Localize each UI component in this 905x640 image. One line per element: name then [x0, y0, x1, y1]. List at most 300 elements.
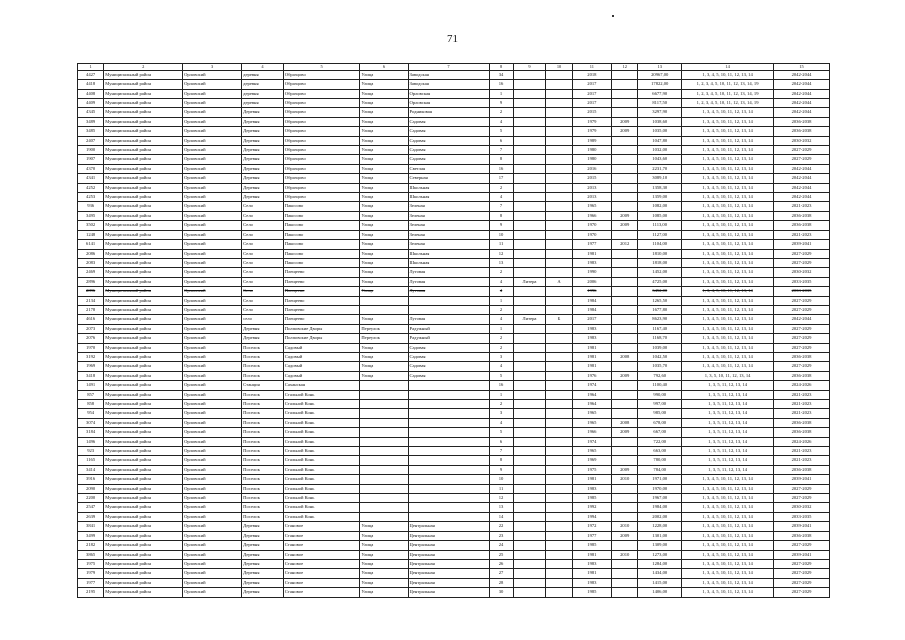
cell-record-id: 2195: [78, 588, 104, 597]
cell-street-name: [408, 494, 489, 503]
cell-repair-types: 1, 3, 4, 5, 10, 11, 12, 13, 14: [682, 183, 774, 192]
cell-building-letter: [546, 296, 572, 305]
cell-building-type: Литера: [513, 315, 546, 324]
cell-district-type: Муниципальный район: [104, 108, 183, 117]
cell-build-year: 1965: [572, 418, 611, 427]
cell-record-id: 4418: [78, 80, 104, 89]
cell-building-type: [513, 211, 546, 220]
cell-district-name: Орловский: [183, 89, 242, 98]
cell-renovation-year: [612, 578, 638, 587]
cell-record-id: 4252: [78, 183, 104, 192]
cell-district-name: Орловский: [183, 334, 242, 343]
cell-locality-type: Село: [242, 202, 284, 211]
cell-building-letter: [546, 80, 572, 89]
cell-build-year: 2015: [572, 108, 611, 117]
cell-house-number: 22: [489, 522, 513, 531]
cell-district-type: Муниципальный район: [104, 456, 183, 465]
cell-street-name: Школьная: [408, 183, 489, 192]
cell-repair-period: 2027-2029: [774, 155, 830, 164]
cell-district-name: Орловский: [183, 80, 242, 89]
cell-street-type: Улица: [360, 70, 408, 79]
cell-locality-name: Становое: [283, 588, 360, 597]
cell-house-number: 9: [489, 99, 513, 108]
cell-house-number: 23: [489, 531, 513, 540]
cell-street-name: [408, 456, 489, 465]
cell-locality-name: Плещеево: [283, 305, 360, 314]
table-row: [78, 277, 830, 286]
cell-repair-period: 2027-2029: [774, 484, 830, 493]
cell-street-type: [360, 503, 408, 512]
cell-repair-period: 2036-2038: [774, 371, 830, 380]
cell-locality-type: село: [242, 315, 284, 324]
cell-street-type: Улица: [360, 136, 408, 145]
cell-building-letter: [546, 409, 572, 418]
cell-street-name: [408, 503, 489, 512]
cell-repair-types: 1, 3, 4, 5, 10, 11, 12, 13, 14: [682, 240, 774, 249]
cell-locality-name: Стальной Конь: [283, 400, 360, 409]
cell-repair-period: 2036-2038: [774, 531, 830, 540]
table-row: [78, 202, 830, 211]
cell-building-letter: [546, 494, 572, 503]
cell-locality-name: Стальной Конь: [283, 437, 360, 446]
cell-locality-name: Плещеево: [283, 296, 360, 305]
cell-street-type: [360, 475, 408, 484]
cell-repair-period: 2027-2029: [774, 296, 830, 305]
cell-district-type: Муниципальный район: [104, 550, 183, 559]
cell-repair-types: 1, 3, 4, 5, 10, 11, 12, 13, 14: [682, 296, 774, 305]
cell-repair-period: 2027-2029: [774, 494, 830, 503]
cell-renovation-year: 2010: [612, 522, 638, 531]
cell-building-type: [513, 447, 546, 456]
cell-street-name: [408, 512, 489, 521]
cell-building-letter: [546, 390, 572, 399]
cell-record-id: 2469: [78, 268, 104, 277]
cell-repair-types: 1, 3, 5, 10, 11, 12, 13, 14: [682, 371, 774, 380]
cell-repair-period: 2021-2023: [774, 400, 830, 409]
cell-street-type: [360, 437, 408, 446]
cell-building-type: [513, 164, 546, 173]
cell-repair-period: 2042-2044: [774, 164, 830, 173]
cell-renovation-year: [612, 258, 638, 267]
cell-district-type: Муниципальный район: [104, 277, 183, 286]
table-row: [78, 456, 830, 465]
cell-street-name: Садовая: [408, 362, 489, 371]
cell-renovation-year: [612, 409, 638, 418]
cell-renovation-year: [612, 277, 638, 286]
cell-record-id: 4616: [78, 315, 104, 324]
cell-building-letter: А: [546, 277, 572, 286]
cell-build-year: 1981: [572, 249, 611, 258]
cell-house-number: 13: [489, 258, 513, 267]
cell-area: 985,00: [638, 409, 682, 418]
cell-area: 1085,00: [638, 211, 682, 220]
cell-record-id: 936: [78, 202, 104, 211]
cell-area: 990,00: [638, 390, 682, 399]
table-row: [78, 541, 830, 550]
cell-locality-name: Становое: [283, 559, 360, 568]
cell-district-type: Муниципальный район: [104, 409, 183, 418]
cell-area: 1082,00: [638, 202, 682, 211]
cell-record-id: 4370: [78, 164, 104, 173]
cell-repair-types: 1, 3, 4, 5, 10, 11, 12, 13, 14: [682, 202, 774, 211]
cell-repair-period: 2036-2038: [774, 127, 830, 136]
cell-repair-types: 1, 3, 4, 5, 10, 11, 12, 13, 14: [682, 475, 774, 484]
cell-locality-name: Пакосово: [283, 240, 360, 249]
cell-district-name: Орловский: [183, 324, 242, 333]
column-number-15: 15: [774, 64, 830, 71]
cell-street-type: [360, 390, 408, 399]
cell-street-name: Орловская: [408, 99, 489, 108]
cell-locality-name: Полповские Дворы: [283, 324, 360, 333]
cell-district-name: Орловский: [183, 531, 242, 540]
cell-repair-period: 2027-2029: [774, 324, 830, 333]
cell-locality-name: Стальной Конь: [283, 447, 360, 456]
cell-locality-type: Деревня: [242, 108, 284, 117]
cell-district-type: Муниципальный район: [104, 437, 183, 446]
cell-build-year: 1981: [572, 352, 611, 361]
cell-area: 1818,00: [638, 258, 682, 267]
cell-street-type: [360, 409, 408, 418]
cell-street-type: Улица: [360, 287, 408, 296]
cell-repair-types: 1, 3, 4, 5, 10, 11, 12, 13, 14: [682, 258, 774, 267]
column-number-9: 9: [513, 64, 546, 71]
cell-locality-type: Поселок: [242, 465, 284, 474]
cell-renovation-year: [612, 456, 638, 465]
cell-street-name: Центральная: [408, 550, 489, 559]
cell-house-number: 10: [489, 475, 513, 484]
cell-building-letter: [546, 305, 572, 314]
cell-area: 1043,60: [638, 155, 682, 164]
cell-street-name: Заводская: [408, 70, 489, 79]
cell-building-letter: [546, 89, 572, 98]
cell-renovation-year: [612, 174, 638, 183]
cell-locality-name: Образцово: [283, 136, 360, 145]
cell-building-letter: [546, 371, 572, 380]
cell-locality-type: Село: [242, 277, 284, 286]
cell-house-number: 7: [489, 202, 513, 211]
cell-building-letter: [546, 418, 572, 427]
cell-house-number: 8: [489, 211, 513, 220]
table-row: [78, 230, 830, 239]
cell-street-type: Улица: [360, 578, 408, 587]
cell-build-year: 1965: [572, 409, 611, 418]
cell-street-type: [360, 381, 408, 390]
cell-renovation-year: [612, 315, 638, 324]
cell-building-letter: [546, 400, 572, 409]
cell-district-name: Орловский: [183, 305, 242, 314]
cell-street-name: Северная: [408, 174, 489, 183]
cell-repair-types: 1, 2, 3, 4, 5, 10, 11, 12, 13, 14, 19: [682, 99, 774, 108]
cell-house-number: 13: [489, 503, 513, 512]
cell-district-type: Муниципальный район: [104, 127, 183, 136]
cell-build-year: 1977: [572, 531, 611, 540]
cell-locality-type: Село: [242, 249, 284, 258]
cell-renovation-year: [612, 183, 638, 192]
table-row: [78, 569, 830, 578]
column-number-row: [78, 64, 830, 71]
cell-build-year: 1983: [572, 258, 611, 267]
cell-house-number: 4: [489, 193, 513, 202]
cell-locality-type: Село: [242, 258, 284, 267]
cell-street-type: Улица: [360, 258, 408, 267]
table-row: [78, 494, 830, 503]
cell-district-type: Муниципальный район: [104, 80, 183, 89]
cell-building-letter: [546, 512, 572, 521]
cell-repair-period: 2027-2029: [774, 305, 830, 314]
cell-repair-period: 2027-2029: [774, 343, 830, 352]
cell-renovation-year: [612, 494, 638, 503]
cell-repair-period: 2027-2029: [774, 569, 830, 578]
cell-house-number: 16: [489, 164, 513, 173]
table-row: [78, 465, 830, 474]
cell-repair-period: 2036-2038: [774, 418, 830, 427]
cell-build-year: 1985: [572, 588, 611, 597]
cell-building-letter: [546, 155, 572, 164]
cell-building-letter: [546, 240, 572, 249]
cell-district-name: Орловский: [183, 550, 242, 559]
cell-area: 663,00: [638, 447, 682, 456]
cell-renovation-year: 2009: [612, 211, 638, 220]
cell-street-type: Улица: [360, 362, 408, 371]
cell-district-type: Муниципальный район: [104, 400, 183, 409]
cell-repair-types: 1, 3, 4, 5, 10, 11, 12, 13, 14: [682, 193, 774, 202]
cell-street-name: Зеленая: [408, 240, 489, 249]
cell-locality-name: Становое: [283, 550, 360, 559]
column-number-12: 12: [612, 64, 638, 71]
cell-repair-period: 2033-2035: [774, 512, 830, 521]
cell-building-type: [513, 174, 546, 183]
cell-record-id: 6141: [78, 240, 104, 249]
cell-building-type: [513, 146, 546, 155]
cell-building-letter: [546, 447, 572, 456]
cell-district-type: Муниципальный район: [104, 494, 183, 503]
cell-building-letter: [546, 193, 572, 202]
cell-district-name: Орловский: [183, 343, 242, 352]
cell-building-letter: [546, 136, 572, 145]
cell-renovation-year: [612, 230, 638, 239]
cell-house-number: 5: [489, 127, 513, 136]
cell-locality-name: Стальной Конь: [283, 503, 360, 512]
cell-build-year: 1989: [572, 136, 611, 145]
cell-renovation-year: [612, 447, 638, 456]
table-row: [78, 174, 830, 183]
cell-street-type: Улица: [360, 240, 408, 249]
cell-street-name: [408, 296, 489, 305]
cell-renovation-year: 2009: [612, 221, 638, 230]
cell-district-name: Орловский: [183, 456, 242, 465]
cell-renovation-year: [612, 193, 638, 202]
cell-building-letter: [546, 541, 572, 550]
cell-district-type: Муниципальный район: [104, 164, 183, 173]
cell-renovation-year: [612, 155, 638, 164]
cell-repair-period: 2030-2032: [774, 268, 830, 277]
cell-renovation-year: 2012: [612, 240, 638, 249]
cell-repair-types: 1, 3, 4, 5, 10, 11, 12, 13, 14: [682, 531, 774, 540]
cell-locality-name: Садовый: [283, 371, 360, 380]
cell-building-type: [513, 89, 546, 98]
cell-building-letter: [546, 362, 572, 371]
cell-repair-types: 1, 3, 4, 5, 10, 11, 12, 13, 14: [682, 305, 774, 314]
cell-locality-name: Становое: [283, 522, 360, 531]
cell-renovation-year: 2009: [612, 127, 638, 136]
cell-district-type: Муниципальный район: [104, 230, 183, 239]
cell-area: 2002,00: [638, 512, 682, 521]
cell-street-type: Улица: [360, 80, 408, 89]
cell-house-number: 30: [489, 588, 513, 597]
cell-street-name: [408, 484, 489, 493]
cell-record-id: 1970: [78, 343, 104, 352]
cell-locality-name: Становое: [283, 531, 360, 540]
cell-area: 1967,00: [638, 494, 682, 503]
table-row: [78, 89, 830, 98]
cell-repair-period: 2036-2038: [774, 211, 830, 220]
cell-area: 1359,00: [638, 193, 682, 202]
cell-build-year: 1984: [572, 296, 611, 305]
cell-renovation-year: 2009: [612, 371, 638, 380]
cell-repair-period: 2033-2035: [774, 287, 830, 296]
cell-street-type: Улица: [360, 164, 408, 173]
table-row: [78, 70, 830, 79]
cell-area: 1434,00: [638, 569, 682, 578]
cell-record-id: 954: [78, 409, 104, 418]
cell-build-year: 1964: [572, 400, 611, 409]
cell-locality-name: Стальной Конь: [283, 475, 360, 484]
cell-build-year: 1970: [572, 221, 611, 230]
cell-repair-period: 2042-2044: [774, 70, 830, 79]
cell-street-type: Улица: [360, 531, 408, 540]
cell-street-name: Садовая: [408, 371, 489, 380]
table-row: [78, 268, 830, 277]
cell-area: 2231,70: [638, 164, 682, 173]
cell-locality-name: Полповские Дворы: [283, 334, 360, 343]
cell-area: 667,00: [638, 428, 682, 437]
cell-district-type: Муниципальный район: [104, 381, 183, 390]
cell-building-type: [513, 117, 546, 126]
table-row: [78, 211, 830, 220]
cell-repair-types: 1, 3, 4, 5, 10, 11, 12, 13, 14: [682, 277, 774, 286]
cell-building-type: [513, 80, 546, 89]
cell-locality-type: Деревня: [242, 522, 284, 531]
column-number-1: 1: [78, 64, 104, 71]
cell-building-type: [513, 221, 546, 230]
page-number: 71: [447, 33, 458, 45]
cell-street-name: Садовая: [408, 146, 489, 155]
cell-district-type: Муниципальный район: [104, 211, 183, 220]
cell-renovation-year: [612, 108, 638, 117]
cell-repair-types: 1, 3, 4, 5, 10, 11, 12, 13, 14: [682, 230, 774, 239]
cell-street-type: [360, 428, 408, 437]
cell-district-type: Муниципальный район: [104, 315, 183, 324]
cell-building-type: [513, 588, 546, 597]
cell-house-number: 16: [489, 381, 513, 390]
cell-locality-type: Поселок: [242, 343, 284, 352]
cell-repair-period: 2024-2026: [774, 437, 830, 446]
cell-repair-types: 1, 3, 4, 5, 10, 11, 12, 13, 14: [682, 569, 774, 578]
cell-record-id: 1907: [78, 155, 104, 164]
column-number-3: 3: [183, 64, 242, 71]
cell-area: 20967,00: [638, 70, 682, 79]
cell-area: 1127,00: [638, 230, 682, 239]
cell-district-name: Орловский: [183, 447, 242, 456]
cell-building-type: [513, 559, 546, 568]
cell-renovation-year: [612, 287, 638, 296]
cell-locality-type: Село: [242, 287, 284, 296]
cell-build-year: 1981: [572, 550, 611, 559]
cell-street-type: Улица: [360, 550, 408, 559]
cell-street-type: Улица: [360, 315, 408, 324]
table-row: [78, 117, 830, 126]
cell-locality-type: Село: [242, 230, 284, 239]
cell-renovation-year: [612, 146, 638, 155]
cell-repair-types: 1, 3, 4, 5, 10, 11, 12, 13, 14: [682, 155, 774, 164]
cell-building-letter: [546, 465, 572, 474]
cell-street-type: Улица: [360, 588, 408, 597]
cell-repair-types: 1, 3, 4, 5, 10, 11, 12, 13, 14: [682, 550, 774, 559]
table-row: [78, 381, 830, 390]
column-number-14: 14: [682, 64, 774, 71]
cell-house-number: 7: [489, 447, 513, 456]
cell-repair-period: 2042-2044: [774, 174, 830, 183]
cell-building-letter: [546, 99, 572, 108]
cell-building-letter: [546, 437, 572, 446]
table-row: [78, 258, 830, 267]
cell-area: 8117,50: [638, 99, 682, 108]
cell-street-type: Улица: [360, 559, 408, 568]
cell-build-year: 1981: [572, 569, 611, 578]
cell-record-id: 2896: [78, 277, 104, 286]
cell-district-type: Муниципальный район: [104, 362, 183, 371]
cell-locality-name: Садовый: [283, 362, 360, 371]
cell-street-type: Улица: [360, 117, 408, 126]
cell-renovation-year: [612, 99, 638, 108]
cell-building-letter: [546, 456, 572, 465]
cell-locality-name: Образцово: [283, 89, 360, 98]
cell-district-type: Муниципальный район: [104, 146, 183, 155]
cell-area: 1042,50: [638, 352, 682, 361]
cell-building-type: [513, 456, 546, 465]
cell-district-name: Орловский: [183, 541, 242, 550]
table-row: [78, 484, 830, 493]
cell-record-id: 3502: [78, 221, 104, 230]
cell-build-year: 1983: [572, 334, 611, 343]
cell-district-name: Орловский: [183, 381, 242, 390]
table-row: [78, 371, 830, 380]
cell-locality-type: Поселок: [242, 362, 284, 371]
cell-locality-type: деревня: [242, 99, 284, 108]
cell-locality-type: Поселок: [242, 418, 284, 427]
cell-house-number: 4: [489, 287, 513, 296]
cell-building-letter: [546, 108, 572, 117]
cell-locality-name: Образцово: [283, 193, 360, 202]
cell-district-name: Орловский: [183, 296, 242, 305]
table-row: [78, 193, 830, 202]
cell-repair-types: 1, 3, 4, 5, 10, 11, 12, 13, 14: [682, 70, 774, 79]
cell-street-name: Родниковая: [408, 108, 489, 117]
cell-district-name: Орловский: [183, 108, 242, 117]
cell-street-name: [408, 475, 489, 484]
cell-repair-types: 1, 2, 3, 4, 5, 10, 11, 12, 13, 14, 19: [682, 89, 774, 98]
cell-street-type: Улица: [360, 146, 408, 155]
cell-district-type: Муниципальный район: [104, 541, 183, 550]
cell-build-year: 2013: [572, 183, 611, 192]
cell-repair-period: 2039-2041: [774, 522, 830, 531]
table-row: [78, 99, 830, 108]
cell-build-year: 2017: [572, 89, 611, 98]
cell-record-id: 2086: [78, 249, 104, 258]
cell-district-name: Орловский: [183, 512, 242, 521]
cell-locality-type: деревня: [242, 80, 284, 89]
cell-street-name: Школьная: [408, 193, 489, 202]
